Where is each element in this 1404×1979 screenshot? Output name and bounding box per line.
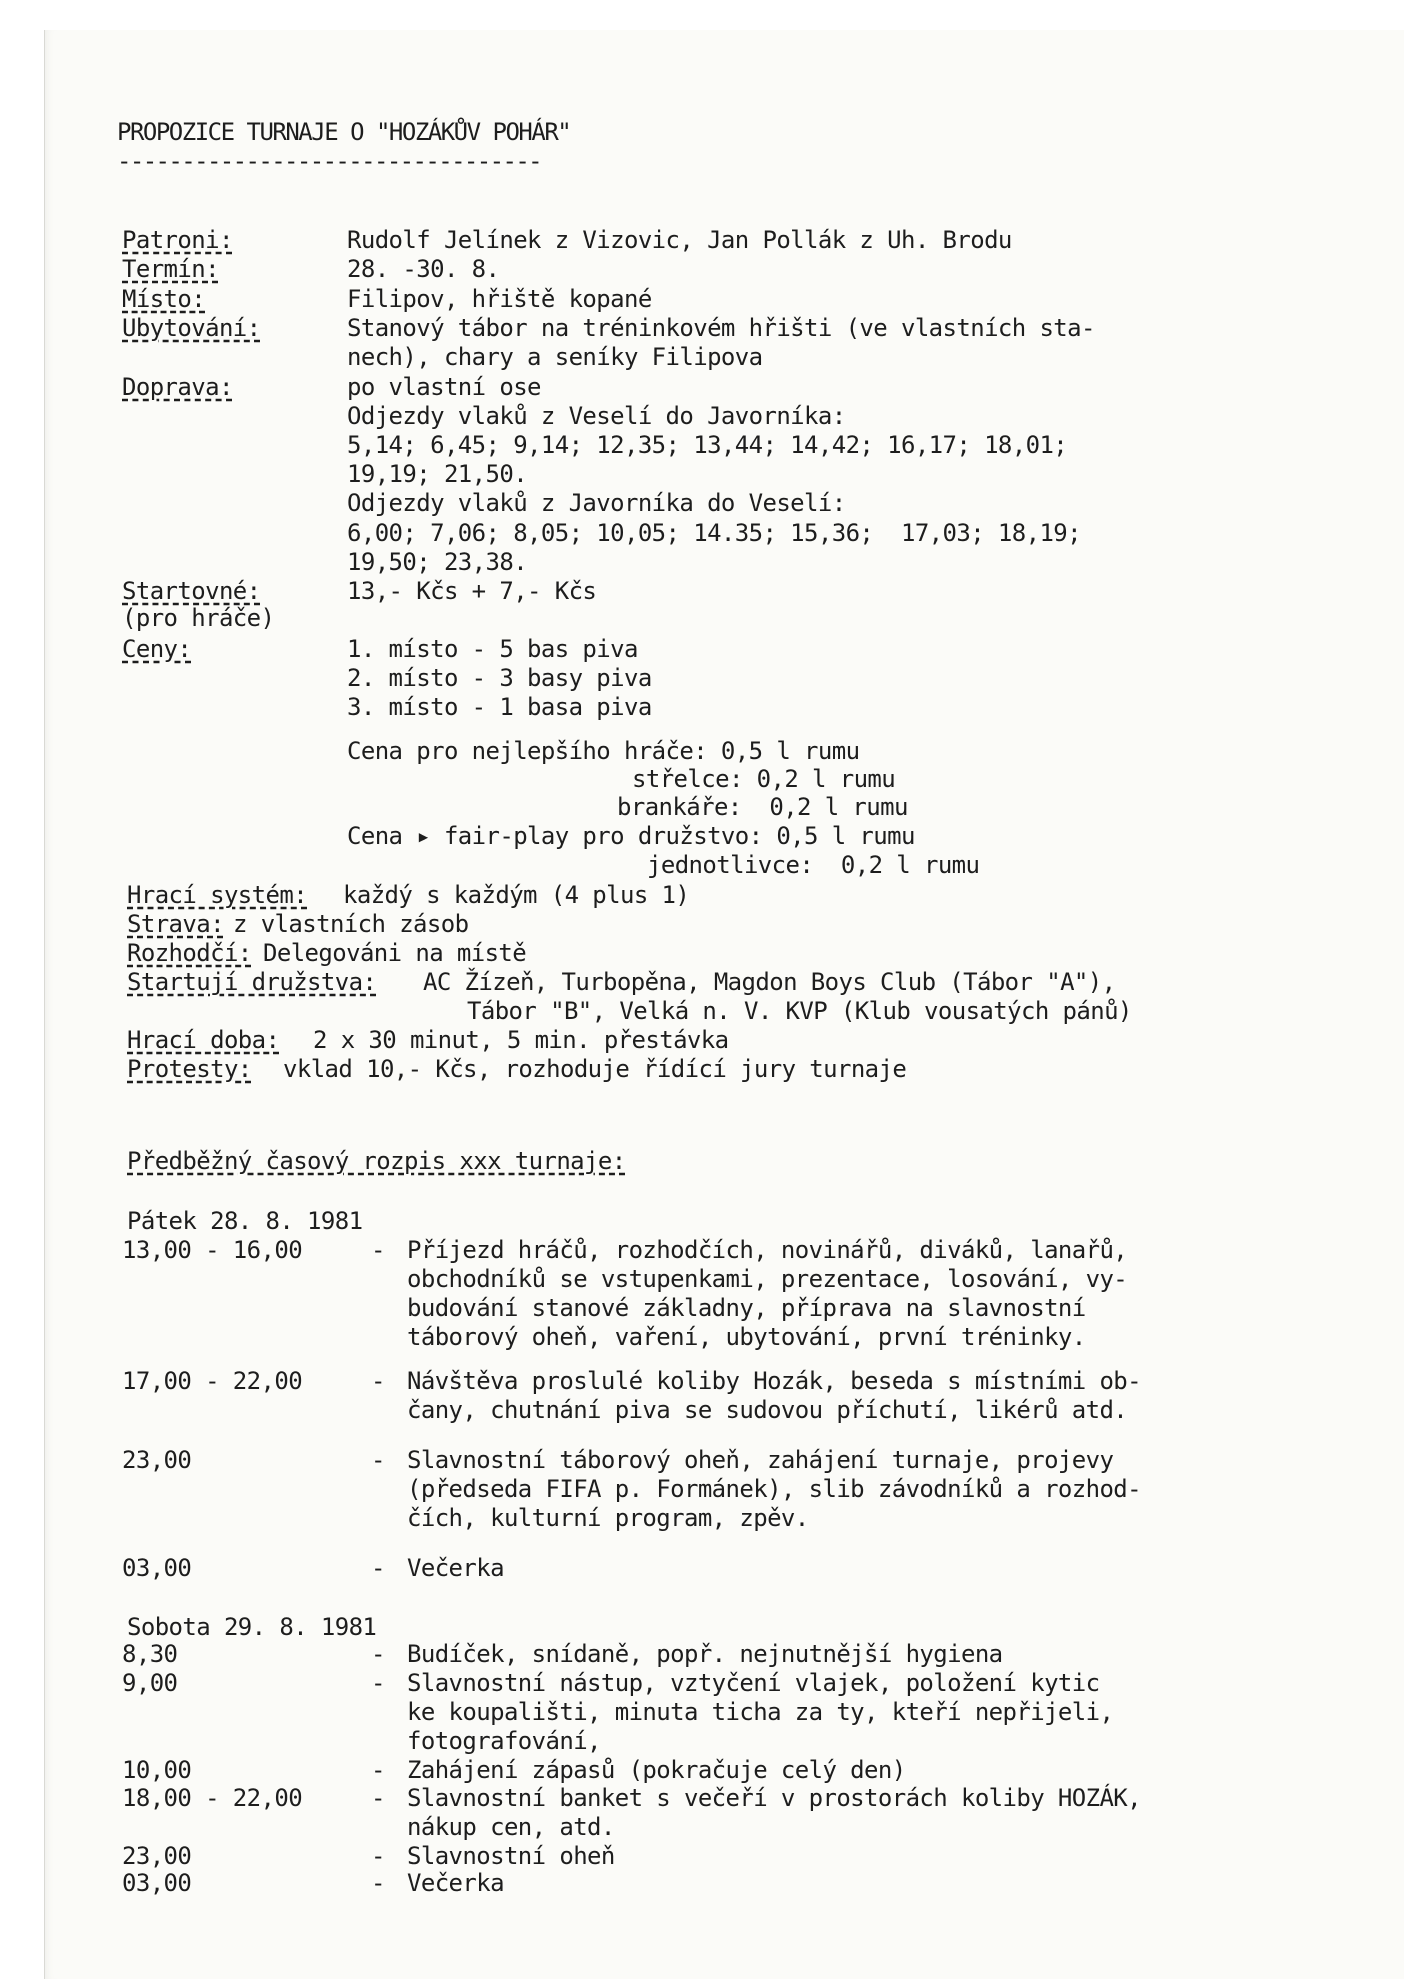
saturday-event-4-line-1: Slavnostní banket s večeří v prostorách koliby HOZÁK, bbox=[407, 1784, 1142, 1812]
saturday-event-5-line-1: Slavnostní oheň bbox=[407, 1842, 615, 1870]
friday-event-3-line-3: čích, kulturní program, zpěv. bbox=[407, 1504, 809, 1532]
hraci-doba-value: 2 x 30 minut, 5 min. přestávka bbox=[313, 1026, 729, 1054]
schedule-dash: - bbox=[371, 1640, 385, 1668]
saturday-time-6: 03,00 bbox=[122, 1869, 192, 1897]
friday-event-1-line-4: táborový oheň, vaření, ubytování, první tréninky. bbox=[407, 1323, 1086, 1351]
schedule-dash: - bbox=[371, 1367, 385, 1395]
friday-event-3-line-2: (předseda FIFA p. Formánek), slib závodníků a rozhod- bbox=[407, 1475, 1142, 1503]
saturday-time-2: 9,00 bbox=[122, 1669, 178, 1697]
friday-event-1-line-2: obchodníků se vstupenkami, prezentace, losování, vy- bbox=[407, 1265, 1128, 1293]
friday-date: Pátek 28. 8. 1981 bbox=[127, 1207, 363, 1235]
doprava-line-1: po vlastní ose bbox=[347, 373, 541, 401]
cena-jednotlivec: jednotlivce: 0,2 l rumu bbox=[647, 851, 980, 879]
saturday-time-1: 8,30 bbox=[122, 1640, 178, 1668]
friday-event-2-line-1: Návštěva proslulé koliby Hozák, beseda s místními ob- bbox=[407, 1367, 1142, 1395]
strava-label: Strava: bbox=[127, 910, 224, 938]
startovne-value: 13,- Kčs + 7,- Kčs bbox=[347, 577, 597, 605]
druzstva-line-1: AC Žízeň, Turbopěna, Magdon Boys Club (Tábor "A"), bbox=[423, 968, 1116, 996]
friday-event-1-line-3: budování stanové základny, příprava na slavnostní bbox=[407, 1294, 1086, 1322]
ceny-line-1: 1. místo - 5 bas piva bbox=[347, 635, 638, 663]
schedule-dash: - bbox=[371, 1669, 385, 1697]
doprava-line-7: 19,50; 23,38. bbox=[347, 548, 528, 576]
protesty-value: vklad 10,- Kčs, rozhoduje řídící jury turnaje bbox=[283, 1055, 907, 1083]
friday-event-2-line-2: čany, chutnání piva se sudovou příchutí, likérů atd. bbox=[407, 1396, 1128, 1424]
ceny-line-2: 2. místo - 3 basy piva bbox=[347, 664, 652, 692]
doprava-label: Doprava: bbox=[122, 373, 233, 401]
hraci-system-label: Hrací systém: bbox=[127, 881, 308, 909]
saturday-event-2-line-2: ke koupališti, minuta ticha za ty, kteří nepřijeli, bbox=[407, 1698, 1114, 1726]
saturday-time-3: 10,00 bbox=[122, 1756, 192, 1784]
startovne-label: Startovné: bbox=[122, 577, 261, 605]
protesty-label: Protesty: bbox=[127, 1055, 252, 1083]
hraci-doba-label: Hrací doba: bbox=[127, 1026, 280, 1054]
rozhodci-label: Rozhodčí: bbox=[127, 939, 252, 967]
friday-time-1: 13,00 - 16,00 bbox=[122, 1236, 303, 1264]
startovne-sublabel: (pro hráče) bbox=[122, 604, 275, 632]
druzstva-line-2: Tábor "B", Velká n. V. KVP (Klub vousatých pánů) bbox=[467, 997, 1132, 1025]
cena-strelec: střelce: 0,2 l rumu bbox=[632, 765, 896, 793]
saturday-time-4: 18,00 - 22,00 bbox=[122, 1784, 303, 1812]
saturday-event-2-line-1: Slavnostní nástup, vztyčení vlajek, položení kytic bbox=[407, 1669, 1100, 1697]
doprava-line-5: Odjezdy vlaků z Javorníka do Veselí: bbox=[347, 489, 846, 517]
friday-event-3-line-1: Slavnostní táborový oheň, zahájení turnaje, projevy bbox=[407, 1446, 1114, 1474]
schedule-dash: - bbox=[371, 1554, 385, 1582]
saturday-event-6-line-1: Večerka bbox=[407, 1869, 504, 1897]
cena-hrac: Cena pro nejlepšího hráče: 0,5 l rumu bbox=[347, 737, 860, 765]
ceny-line-3: 3. místo - 1 basa piva bbox=[347, 693, 652, 721]
friday-time-4: 03,00 bbox=[122, 1554, 192, 1582]
saturday-date: Sobota 29. 8. 1981 bbox=[127, 1613, 377, 1641]
cena-fair-play: Cena ▸ fair-play pro družstvo: 0,5 l rumu bbox=[347, 822, 915, 850]
doprava-line-6: 6,00; 7,06; 8,05; 10,05; 14.35; 15,36; 17,03; 18,19; bbox=[347, 519, 1082, 547]
schedule-dash: - bbox=[371, 1446, 385, 1474]
saturday-time-5: 23,00 bbox=[122, 1842, 192, 1870]
title-underline: --------------------------------- bbox=[117, 147, 542, 175]
document-title: PROPOZICE TURNAJE O "HOZÁKŮV POHÁR" bbox=[117, 118, 571, 146]
saturday-event-3-line-1: Zahájení zápasů (pokračuje celý den) bbox=[407, 1756, 906, 1784]
document-page bbox=[44, 30, 1404, 1979]
patroni-value: Rudolf Jelínek z Vizovic, Jan Pollák z Uh. Brodu bbox=[347, 226, 1012, 254]
ceny-label: Ceny: bbox=[122, 635, 192, 663]
schedule-dash: - bbox=[371, 1756, 385, 1784]
doprava-line-3: 5,14; 6,45; 9,14; 12,35; 13,44; 14,42; 16,17; 18,01; bbox=[347, 431, 1068, 459]
misto-value: Filipov, hřiště kopané bbox=[347, 285, 652, 313]
termin-label: Termín: bbox=[122, 255, 219, 283]
doprava-line-2: Odjezdy vlaků z Veselí do Javorníka: bbox=[347, 402, 846, 430]
patroni-label: Patroni: bbox=[122, 226, 233, 254]
friday-time-3: 23,00 bbox=[122, 1446, 192, 1474]
friday-time-2: 17,00 - 22,00 bbox=[122, 1367, 303, 1395]
ubytovani-label: Ubytování: bbox=[122, 314, 261, 342]
termin-value: 28. -30. 8. bbox=[347, 255, 500, 283]
misto-label: Místo: bbox=[122, 285, 206, 313]
friday-event-1-line-1: Příjezd hráčů, rozhodčích, novinářů, diváků, lanařů, bbox=[407, 1236, 1128, 1264]
schedule-heading: Předběžný časový rozpis xxx turnaje: bbox=[127, 1147, 626, 1175]
friday-event-4-line-1: Večerka bbox=[407, 1554, 504, 1582]
strava-value: z vlastních zásob bbox=[233, 910, 469, 938]
doprava-line-4: 19,19; 21,50. bbox=[347, 460, 528, 488]
druzstva-label: Startují družstva: bbox=[127, 968, 377, 996]
schedule-dash: - bbox=[371, 1784, 385, 1812]
saturday-event-1-line-1: Budíček, snídaně, popř. nejnutnější hygiena bbox=[407, 1640, 1003, 1668]
cena-brankar: brankáře: 0,2 l rumu bbox=[617, 793, 908, 821]
hraci-system-value: každý s každým (4 plus 1) bbox=[343, 881, 690, 909]
schedule-dash: - bbox=[371, 1842, 385, 1870]
schedule-dash: - bbox=[371, 1869, 385, 1897]
saturday-event-2-line-3: fotografování, bbox=[407, 1727, 601, 1755]
rozhodci-value: Delegováni na místě bbox=[263, 939, 527, 967]
ubytovani-line-2: nech), chary a seníky Filipova bbox=[347, 343, 763, 371]
ubytovani-line-1: Stanový tábor na tréninkovém hřišti (ve vlastních sta- bbox=[347, 314, 1095, 342]
schedule-dash: - bbox=[371, 1236, 385, 1264]
saturday-event-4-line-2: nákup cen, atd. bbox=[407, 1813, 615, 1841]
